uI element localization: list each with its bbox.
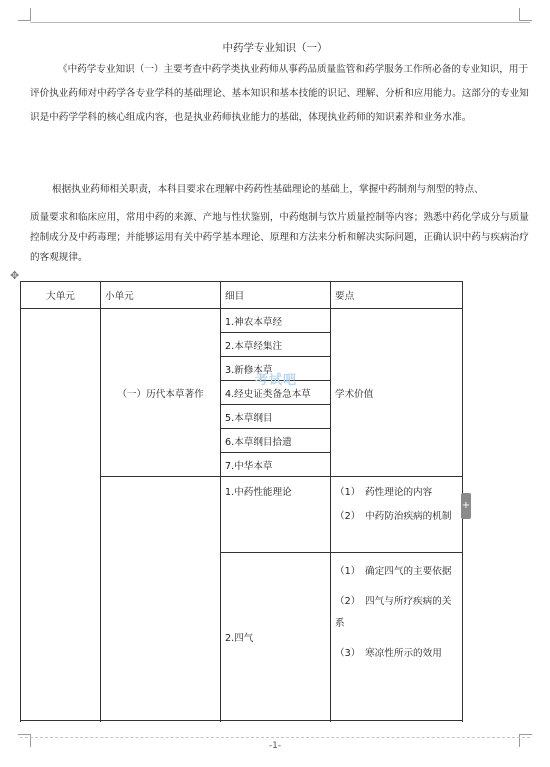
- header-detail: 细目: [221, 282, 331, 309]
- sub-unit-cell-empty: [101, 477, 221, 721]
- detail-cell: 6.本草纲目拾遗: [221, 429, 331, 453]
- key-point-line: （2） 四气与所疗疾病的关系: [335, 596, 452, 629]
- detail-cell: 4.经史证类备急本草: [221, 381, 331, 405]
- key-point-cell: [331, 553, 463, 721]
- key-point-line: （3） 寒凉性所示的效用: [335, 648, 442, 659]
- corner-mark-top-right: [519, 8, 532, 21]
- table-row: [21, 309, 463, 333]
- detail-cell: 1.神农本草经: [221, 309, 331, 333]
- key-point-line: （1） 确定四气的主要依据: [335, 566, 452, 577]
- major-unit-cell: [21, 309, 101, 721]
- header-sub-unit: 小单元: [101, 282, 221, 309]
- detail-cell: 5.本草纲目: [221, 405, 331, 429]
- table-move-handle-icon[interactable]: ✥: [10, 269, 20, 282]
- header-major-unit: 大单元: [21, 282, 101, 309]
- detail-cell: 2.本草经集注: [221, 333, 331, 357]
- key-point-cell: [331, 477, 463, 553]
- page-number: -1-: [268, 741, 282, 751]
- key-point-cell: 学术价值: [331, 309, 463, 477]
- detail-cell: 2.四气: [221, 553, 331, 721]
- sub-unit-cell: （一）历代本草著作: [101, 309, 221, 477]
- table-header-row: [21, 282, 463, 309]
- detail-cell: 7.中华本草: [221, 453, 331, 477]
- document-title: 中药学专业知识（一）: [222, 42, 328, 54]
- intro-paragraph: 《中药学专业知识（一）主要考查中药学类执业药师从事药品质量监管和药学服务工作所必备的专业知识，用于评价执业药师对中药学各专业学科的基础理论、基本知识和基本技能的识记、理解、分析和应用能力。这部分的专业知识是中药学学科的核心组成内容，也是执业药师执业能力的基础，体现执业药师的知识素养和业务水准。: [30, 64, 529, 123]
- detail-cell: [221, 477, 331, 553]
- key-point-line: （2） 中药防治疾病的机制: [335, 511, 452, 522]
- watermark: 考试吧: [255, 373, 298, 388]
- plus-icon[interactable]: +: [461, 493, 471, 519]
- footer-rule: [20, 737, 530, 738]
- detail-cell: 3.新修本草: [221, 357, 331, 381]
- key-point-line: （1） 药性理论的内容: [335, 487, 433, 498]
- syllabus-table: [20, 281, 463, 721]
- header-key-point: 要点: [331, 282, 463, 309]
- corner-mark-top-left: [18, 8, 31, 21]
- requirements-paragraph-cont: 质量要求和临床应用，常用中药的来源、产地与性状鉴别，中药炮制与饮片质量控制等内容；熟悉中药化学成分与质量控制成分及中药毒理；并能够运用有关中药学基本理论、原理和方法来分析和解决实际问题，正确认识中药与疾病治疗的客观规律。: [30, 212, 529, 263]
- requirements-paragraph-start: 根据执业药师相关职责，本科目要求在理解中药药性基础理论的基础上，掌握中药制剂与剂型的特点、: [52, 184, 484, 195]
- detail-text: 1.中药性能理论: [225, 487, 292, 498]
- header-rule: [30, 22, 530, 23]
